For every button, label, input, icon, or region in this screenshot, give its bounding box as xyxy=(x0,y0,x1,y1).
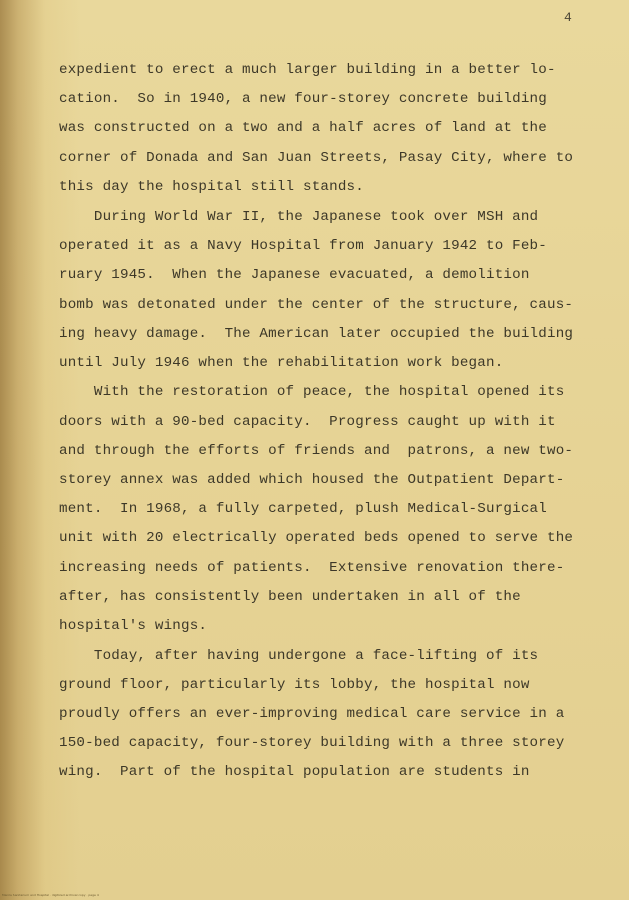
text-line: expedient to erect a much larger building in a better lo- xyxy=(59,62,556,78)
text-line: unit with 20 electrically operated beds opened to serve the xyxy=(59,530,574,546)
page-number: 4 xyxy=(564,10,572,25)
text-line: ing heavy damage. The American later occupied the building xyxy=(59,326,574,342)
text-line: ment. In 1968, a fully carpeted, plush Medical-Surgical xyxy=(59,501,547,517)
text-line: bomb was detonated under the center of the structure, caus- xyxy=(59,297,574,313)
text-line: ground floor, particularly its lobby, the hospital now xyxy=(59,677,530,693)
text-line: 150-bed capacity, four-storey building with a three storey xyxy=(59,735,565,751)
text-line: after, has consistently been undertaken in all of the xyxy=(59,589,521,605)
text-line: until July 1946 when the rehabilitation work began. xyxy=(59,355,504,371)
text-line: hospital's wings. xyxy=(59,618,208,634)
text-line: doors with a 90-bed capacity. Progress caught up with it xyxy=(59,414,556,430)
text-line: ruary 1945. When the Japanese evacuated, a demolition xyxy=(59,267,530,283)
text-line: was constructed on a two and a half acres of land at the xyxy=(59,120,547,136)
text-line: During World War II, the Japanese took over MSH and xyxy=(59,209,539,225)
text-line: corner of Donada and San Juan Streets, Pasay City, where to xyxy=(59,150,574,166)
text-line: Today, after having undergone a face-lifting of its xyxy=(59,648,539,664)
text-line: With the restoration of peace, the hospital opened its xyxy=(59,384,565,400)
text-line: cation. So in 1940, a new four-storey concrete building xyxy=(59,91,547,107)
text-line: this day the hospital still stands. xyxy=(59,179,364,195)
text-line: operated it as a Navy Hospital from January 1942 to Feb- xyxy=(59,238,547,254)
text-line: and through the efforts of friends and patrons, a new two- xyxy=(59,443,574,459)
text-line: increasing needs of patients. Extensive renovation there- xyxy=(59,560,565,576)
text-line: proudly offers an ever-improving medical care service in a xyxy=(59,706,565,722)
text-line: storey annex was added which housed the Outpatient Depart- xyxy=(59,472,565,488)
scan-footer: Manila Sanitarium and Hospital · digitized archival copy · page 4 xyxy=(2,893,99,897)
text-line: wing. Part of the hospital population are students in xyxy=(59,764,530,780)
